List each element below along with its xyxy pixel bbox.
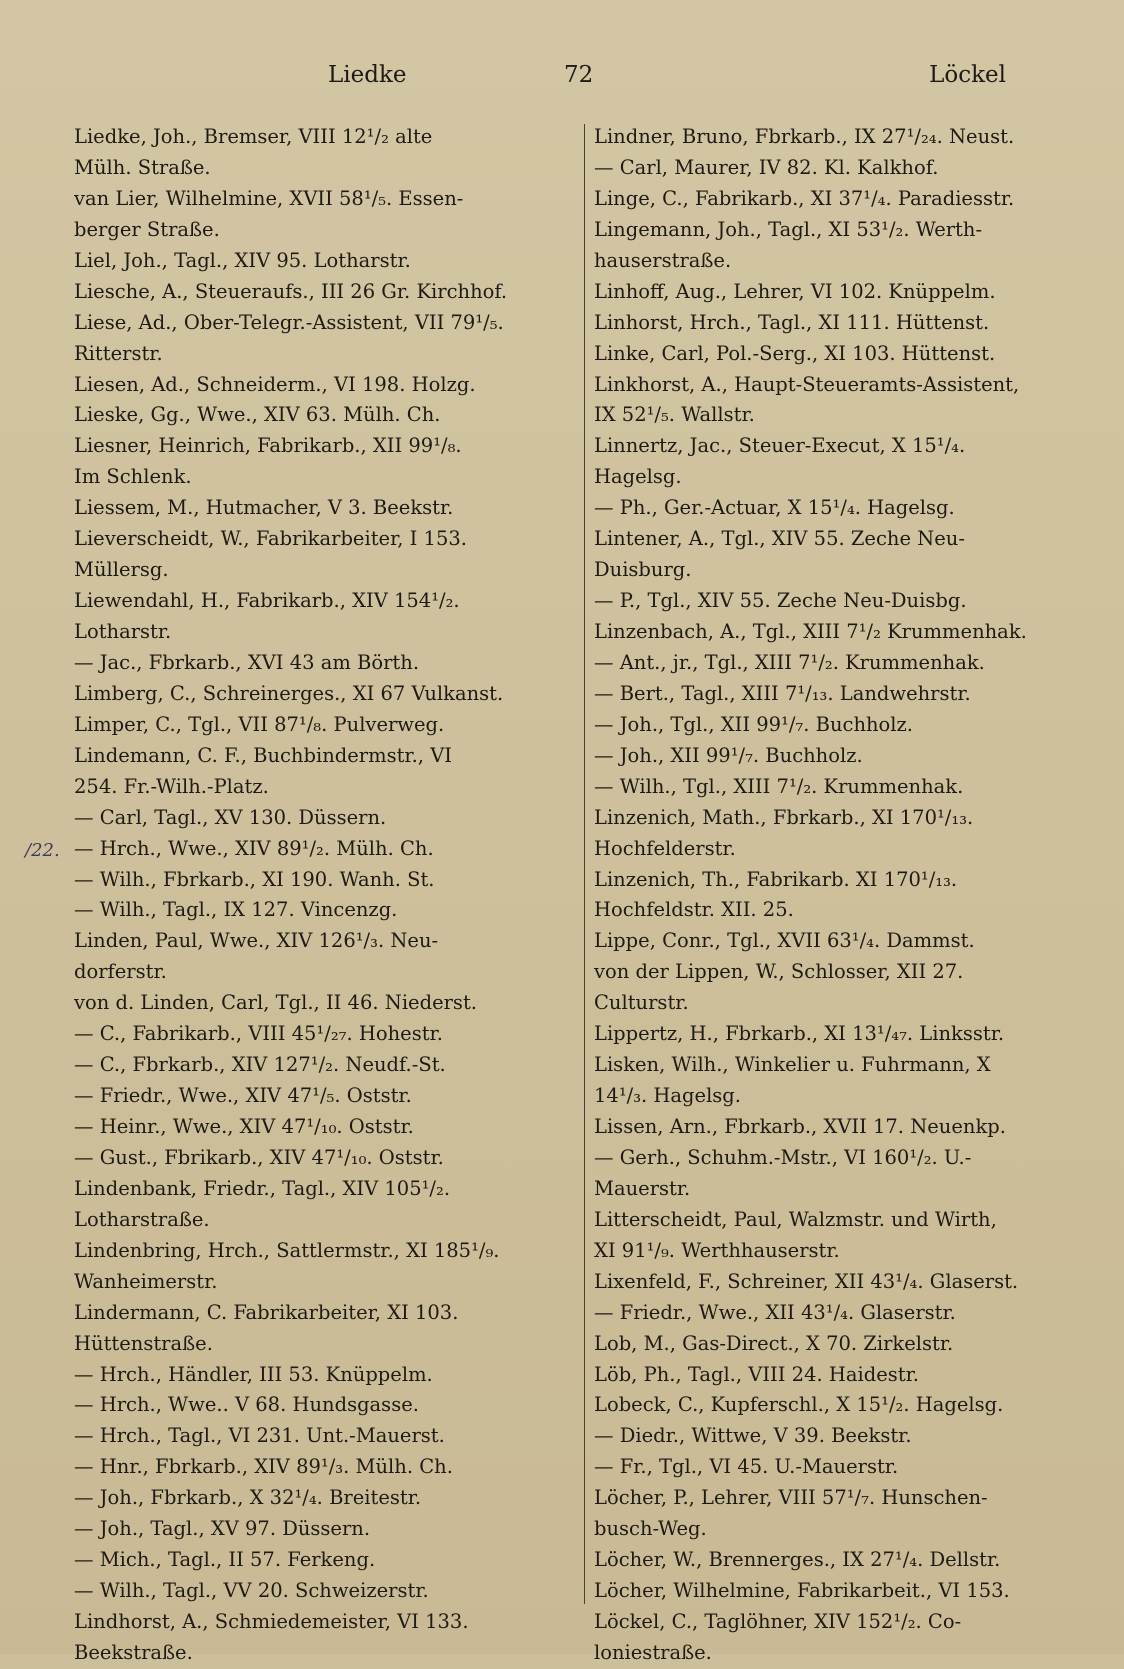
directory-line: — Carl, Maurer, IV 82. Kl. Kalkhof. bbox=[594, 155, 939, 179]
directory-line: Lotharstr. bbox=[74, 620, 172, 643]
header-last-entry: Löckel bbox=[929, 62, 1006, 88]
handwritten-margin-note: /22. bbox=[25, 840, 60, 861]
directory-line: Linzenich, Th., Fabrikarb. XI 170¹/₁₃. bbox=[594, 867, 958, 891]
directory-line: Linkhorst, A., Haupt-Steueramts-Assistent, bbox=[594, 372, 1020, 396]
column-divider bbox=[584, 124, 585, 1604]
directory-line: Liesen, Ad., Schneiderm., VI 198. Holzg. bbox=[74, 372, 476, 396]
directory-line: Hochfelderstr. bbox=[594, 836, 736, 860]
directory-line: Linke, Carl, Pol.-Serg., XI 103. Hüttenst. bbox=[594, 341, 996, 365]
header-first-entry: Liedke bbox=[328, 62, 407, 88]
directory-line: Lindenbank, Friedr., Tagl., XIV 105¹/₂. bbox=[74, 1176, 451, 1200]
directory-line: Löb, Ph., Tagl., VIII 24. Haidestr. bbox=[594, 1362, 919, 1386]
directory-line: — Wilh., Tgl., XIII 7¹/₂. Krummenhak. bbox=[594, 774, 964, 798]
directory-line: Lippe, Conr., Tgl., XVII 63¹/₄. Dammst. bbox=[594, 929, 975, 953]
directory-line: busch-Weg. bbox=[594, 1517, 707, 1541]
directory-line: — Wilh., Tagl., IX 127. Vincenzg. bbox=[74, 898, 398, 922]
directory-line: Müllersg. bbox=[74, 558, 169, 582]
directory-line: van Lier, Wilhelmine, XVII 58¹/₅. Essen- bbox=[74, 186, 464, 210]
directory-line: Hagelsg. bbox=[594, 465, 682, 489]
directory-line: Löckel, C., Taglöhner, XIV 152¹/₂. Co- bbox=[594, 1610, 962, 1633]
directory-line: — Wilh., Fbrkarb., XI 190. Wanh. St. bbox=[74, 867, 435, 891]
directory-line: XI 91¹/₉. Werthhauserstr. bbox=[594, 1238, 840, 1262]
directory-line: Beekstraße. bbox=[74, 1640, 193, 1664]
directory-line: Limberg, C., Schreinerges., XI 67 Vulkanst. bbox=[74, 681, 504, 705]
directory-line: — Heinr., Wwe., XIV 47¹/₁₀. Oststr. bbox=[74, 1115, 414, 1138]
directory-line: — Friedr., Wwe., XIV 47¹/₅. Oststr. bbox=[74, 1084, 412, 1108]
directory-line: — Carl, Tagl., XV 130. Düssern. bbox=[74, 805, 387, 829]
directory-line: — Mich., Tagl., II 57. Ferkeng. bbox=[74, 1548, 376, 1572]
directory-line: — Wilh., Tagl., VV 20. Schweizerstr. bbox=[74, 1579, 429, 1603]
directory-line: Linnertz, Jac., Steuer-Execut, X 15¹/₄. bbox=[594, 434, 966, 458]
directory-line: — C., Fabrikarb., VIII 45¹/₂₇. Hohestr. bbox=[74, 1022, 443, 1046]
directory-line: Im Schlenk. bbox=[74, 465, 192, 489]
directory-line: — P., Tgl., XIV 55. Zeche Neu-Duisbg. bbox=[594, 589, 967, 613]
directory-line: — Ant., jr., Tgl., XIII 7¹/₂. Krummenhak. bbox=[594, 650, 985, 674]
directory-line: — Gerh., Schuhm.-Mstr., VI 160¹/₂. U.- bbox=[594, 1145, 972, 1169]
directory-line: Lieverscheidt, W., Fabrikarbeiter, I 153. bbox=[74, 527, 467, 551]
directory-line: Lotharstraße. bbox=[74, 1207, 210, 1231]
directory-line: Litterscheidt, Paul, Walzmstr. und Wirth, bbox=[594, 1207, 997, 1231]
directory-line: 254. Fr.-Wilh.-Platz. bbox=[74, 774, 269, 798]
directory-line: — Joh., XII 99¹/₇. Buchholz. bbox=[594, 743, 863, 767]
directory-line: Liel, Joh., Tagl., XIV 95. Lotharstr. bbox=[74, 248, 411, 272]
directory-line: Lindermann, C. Fabrikarbeiter, XI 103. bbox=[74, 1300, 459, 1324]
directory-line: Hochfeldstr. XII. 25. bbox=[594, 898, 794, 922]
directory-line: Lippertz, H., Fbrkarb., XI 13¹/₄₇. Linksstr. bbox=[594, 1022, 1005, 1046]
directory-line: Wanheimerstr. bbox=[74, 1269, 218, 1293]
running-header bbox=[60, 56, 1064, 96]
directory-line: Lissen, Arn., Fbrkarb., XVII 17. Neuenkp. bbox=[594, 1115, 1006, 1138]
directory-line: — Joh., Tgl., XII 99¹/₇. Buchholz. bbox=[594, 712, 914, 736]
directory-line: Liewendahl, H., Fabrikarb., XIV 154¹/₂. bbox=[74, 589, 460, 613]
directory-line: — Hrch., Händler, III 53. Knüppelm. bbox=[74, 1362, 433, 1386]
directory-line: Linhorst, Hrch., Tagl., XI 111. Hüttenst. bbox=[594, 310, 990, 334]
directory-line: Linzenich, Math., Fbrkarb., XI 170¹/₁₃. bbox=[594, 805, 974, 829]
directory-line: Ritterstr. bbox=[74, 341, 163, 365]
directory-line: Lindemann, C. F., Buchbindermstr., VI bbox=[74, 743, 452, 767]
directory-line: — Hnr., Fbrkarb., XIV 89¹/₃. Mülh. Ch. bbox=[74, 1455, 453, 1479]
directory-line: Lintener, A., Tgl., XIV 55. Zeche Neu- bbox=[594, 527, 965, 551]
directory-line: — Hrch., Wwe.. V 68. Hundsgasse. bbox=[74, 1393, 419, 1417]
directory-line: — Joh., Fbrkarb., X 32¹/₄. Breitestr. bbox=[74, 1486, 422, 1510]
directory-line: 14¹/₃. Hagelsg. bbox=[594, 1084, 741, 1108]
directory-line: — Friedr., Wwe., XII 43¹/₄. Glaserstr. bbox=[594, 1300, 956, 1324]
directory-line: Lobeck, C., Kupferschl., X 15¹/₂. Hagelsg. bbox=[594, 1393, 1004, 1417]
directory-line: Mauerstr. bbox=[594, 1176, 691, 1200]
directory-line: Hüttenstraße. bbox=[74, 1331, 213, 1355]
directory-line: Linge, C., Fabrikarb., XI 37¹/₄. Paradiesstr. bbox=[594, 186, 1015, 210]
directory-line: Lob, M., Gas-Direct., X 70. Zirkelstr. bbox=[594, 1331, 954, 1355]
directory-line: Lingemann, Joh., Tagl., XI 53¹/₂. Werth- bbox=[594, 217, 983, 241]
left-column bbox=[74, 122, 562, 1669]
directory-line: — Bert., Tagl., XIII 7¹/₁₃. Landwehrstr. bbox=[594, 681, 971, 705]
directory-line: Lindner, Bruno, Fbrkarb., IX 27¹/₂₄. Neust. bbox=[594, 125, 1015, 148]
page-number: 72 bbox=[564, 62, 594, 88]
directory-line: Mülh. Straße. bbox=[74, 155, 211, 179]
directory-line: Culturstr. bbox=[594, 991, 689, 1015]
right-column bbox=[594, 122, 1094, 1669]
directory-line: Lieske, Gg., Wwe., XIV 63. Mülh. Ch. bbox=[74, 403, 441, 427]
directory-line: hauserstraße. bbox=[594, 248, 732, 272]
directory-line: — Hrch., Tagl., VI 231. Unt.-Mauerst. bbox=[74, 1424, 445, 1448]
directory-line: — Gust., Fbrikarb., XIV 47¹/₁₀. Oststr. bbox=[74, 1145, 444, 1169]
directory-line: Lindenbring, Hrch., Sattlermstr., XI 185¹/₉. bbox=[74, 1238, 500, 1262]
directory-line: Lisken, Wilh., Winkelier u. Fuhrmann, X bbox=[594, 1053, 991, 1077]
directory-line: Linden, Paul, Wwe., XIV 126¹/₃. Neu- bbox=[74, 929, 439, 953]
directory-line: IX 52¹/₅. Wallstr. bbox=[594, 403, 755, 427]
directory-line: Löcher, W., Brennerges., IX 27¹/₄. Dellstr. bbox=[594, 1548, 1001, 1572]
directory-line: Linzenbach, A., Tgl., XIII 7¹/₂ Krummenhak. bbox=[594, 620, 1027, 643]
directory-line: — C., Fbrkarb., XIV 127¹/₂. Neudf.-St. bbox=[74, 1053, 446, 1077]
directory-line: loniestraße. bbox=[594, 1640, 712, 1664]
directory-line: von der Lippen, W., Schlosser, XII 27. bbox=[594, 960, 964, 984]
directory-line: — Fr., Tgl., VI 45. U.-Mauerstr. bbox=[594, 1455, 899, 1479]
directory-line: Liesner, Heinrich, Fabrikarb., XII 99¹/₈. bbox=[74, 434, 462, 458]
directory-line: Limper, C., Tgl., VII 87¹/₈. Pulverweg. bbox=[74, 712, 445, 736]
directory-line: dorferstr. bbox=[74, 960, 167, 984]
directory-line: Linhoff, Aug., Lehrer, VI 102. Knüppelm. bbox=[594, 279, 996, 303]
directory-line: berger Straße. bbox=[74, 217, 220, 241]
directory-line: Liessem, M., Hutmacher, V 3. Beekstr. bbox=[74, 496, 454, 520]
directory-line: Liese, Ad., Ober-Telegr.-Assistent, VII 79¹/₅. bbox=[74, 310, 504, 334]
directory-line: — Hrch., Wwe., XIV 89¹/₂. Mülh. Ch. bbox=[74, 836, 434, 860]
directory-line: — Ph., Ger.-Actuar, X 15¹/₄. Hagelsg. bbox=[594, 496, 955, 520]
directory-line: — Joh., Tagl., XV 97. Düssern. bbox=[74, 1517, 371, 1541]
directory-line: Liesche, A., Steueraufs., III 26 Gr. Kirchhof. bbox=[74, 279, 508, 303]
directory-line: Duisburg. bbox=[594, 558, 692, 582]
directory-line: — Jac., Fbrkarb., XVI 43 am Börth. bbox=[74, 650, 420, 674]
directory-line: — Diedr., Wittwe, V 39. Beekstr. bbox=[594, 1424, 912, 1448]
directory-line: Lindhorst, A., Schmiedemeister, VI 133. bbox=[74, 1610, 469, 1633]
directory-line: Liedke, Joh., Bremser, VIII 12¹/₂ alte bbox=[74, 125, 433, 148]
directory-line: Löcher, P., Lehrer, VIII 57¹/₇. Hunschen- bbox=[594, 1486, 988, 1510]
directory-line: Löcher, Wilhelmine, Fabrikarbeit., VI 153. bbox=[594, 1579, 1010, 1603]
directory-line: von d. Linden, Carl, Tgl., II 46. Niederst. bbox=[74, 991, 477, 1015]
directory-line: Lixenfeld, F., Schreiner, XII 43¹/₄. Glaserst. bbox=[594, 1269, 1019, 1293]
